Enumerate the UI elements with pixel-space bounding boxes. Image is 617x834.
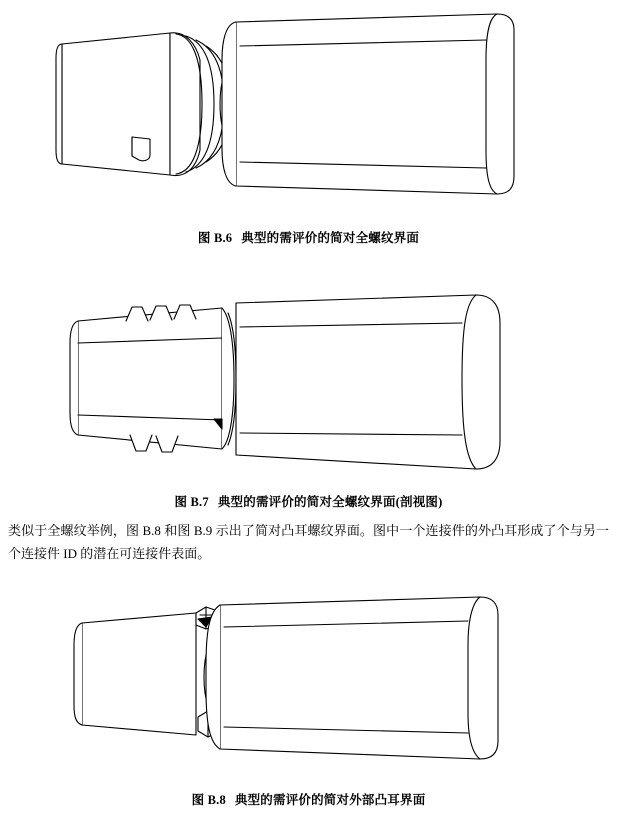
figure-b8-caption-text: 典型的需评价的简对外部凸耳界面 [234,793,426,807]
figure-b6-caption-text: 典型的需评价的简对全螺纹界面 [241,231,420,245]
figure-b7-caption-text: 典型的需评价的简对全螺纹界面(剖视图) [217,495,443,509]
body-paragraph-block [0,520,617,566]
figure-b8-caption-number: 图 B.8 [191,793,226,807]
figure-b6-caption-number: 图 B.6 [197,231,233,245]
figure-b6-caption [0,228,617,246]
figure-b7-image [0,283,617,488]
figure-b7-caption [0,492,617,510]
figure-b8-image [0,585,617,770]
figure-b7-caption-number: 图 B.7 [174,495,209,509]
figure-b8-caption [0,790,617,808]
figure-b6-image [0,0,617,222]
body-paragraph: 类似于全螺纹举例，图 B.8 和图 B.9 示出了简对凸耳螺纹界面。图中一个连接件的外凸耳形成了个与另一个连接件 ID 的潜在可连接件表面。 [8,523,609,561]
